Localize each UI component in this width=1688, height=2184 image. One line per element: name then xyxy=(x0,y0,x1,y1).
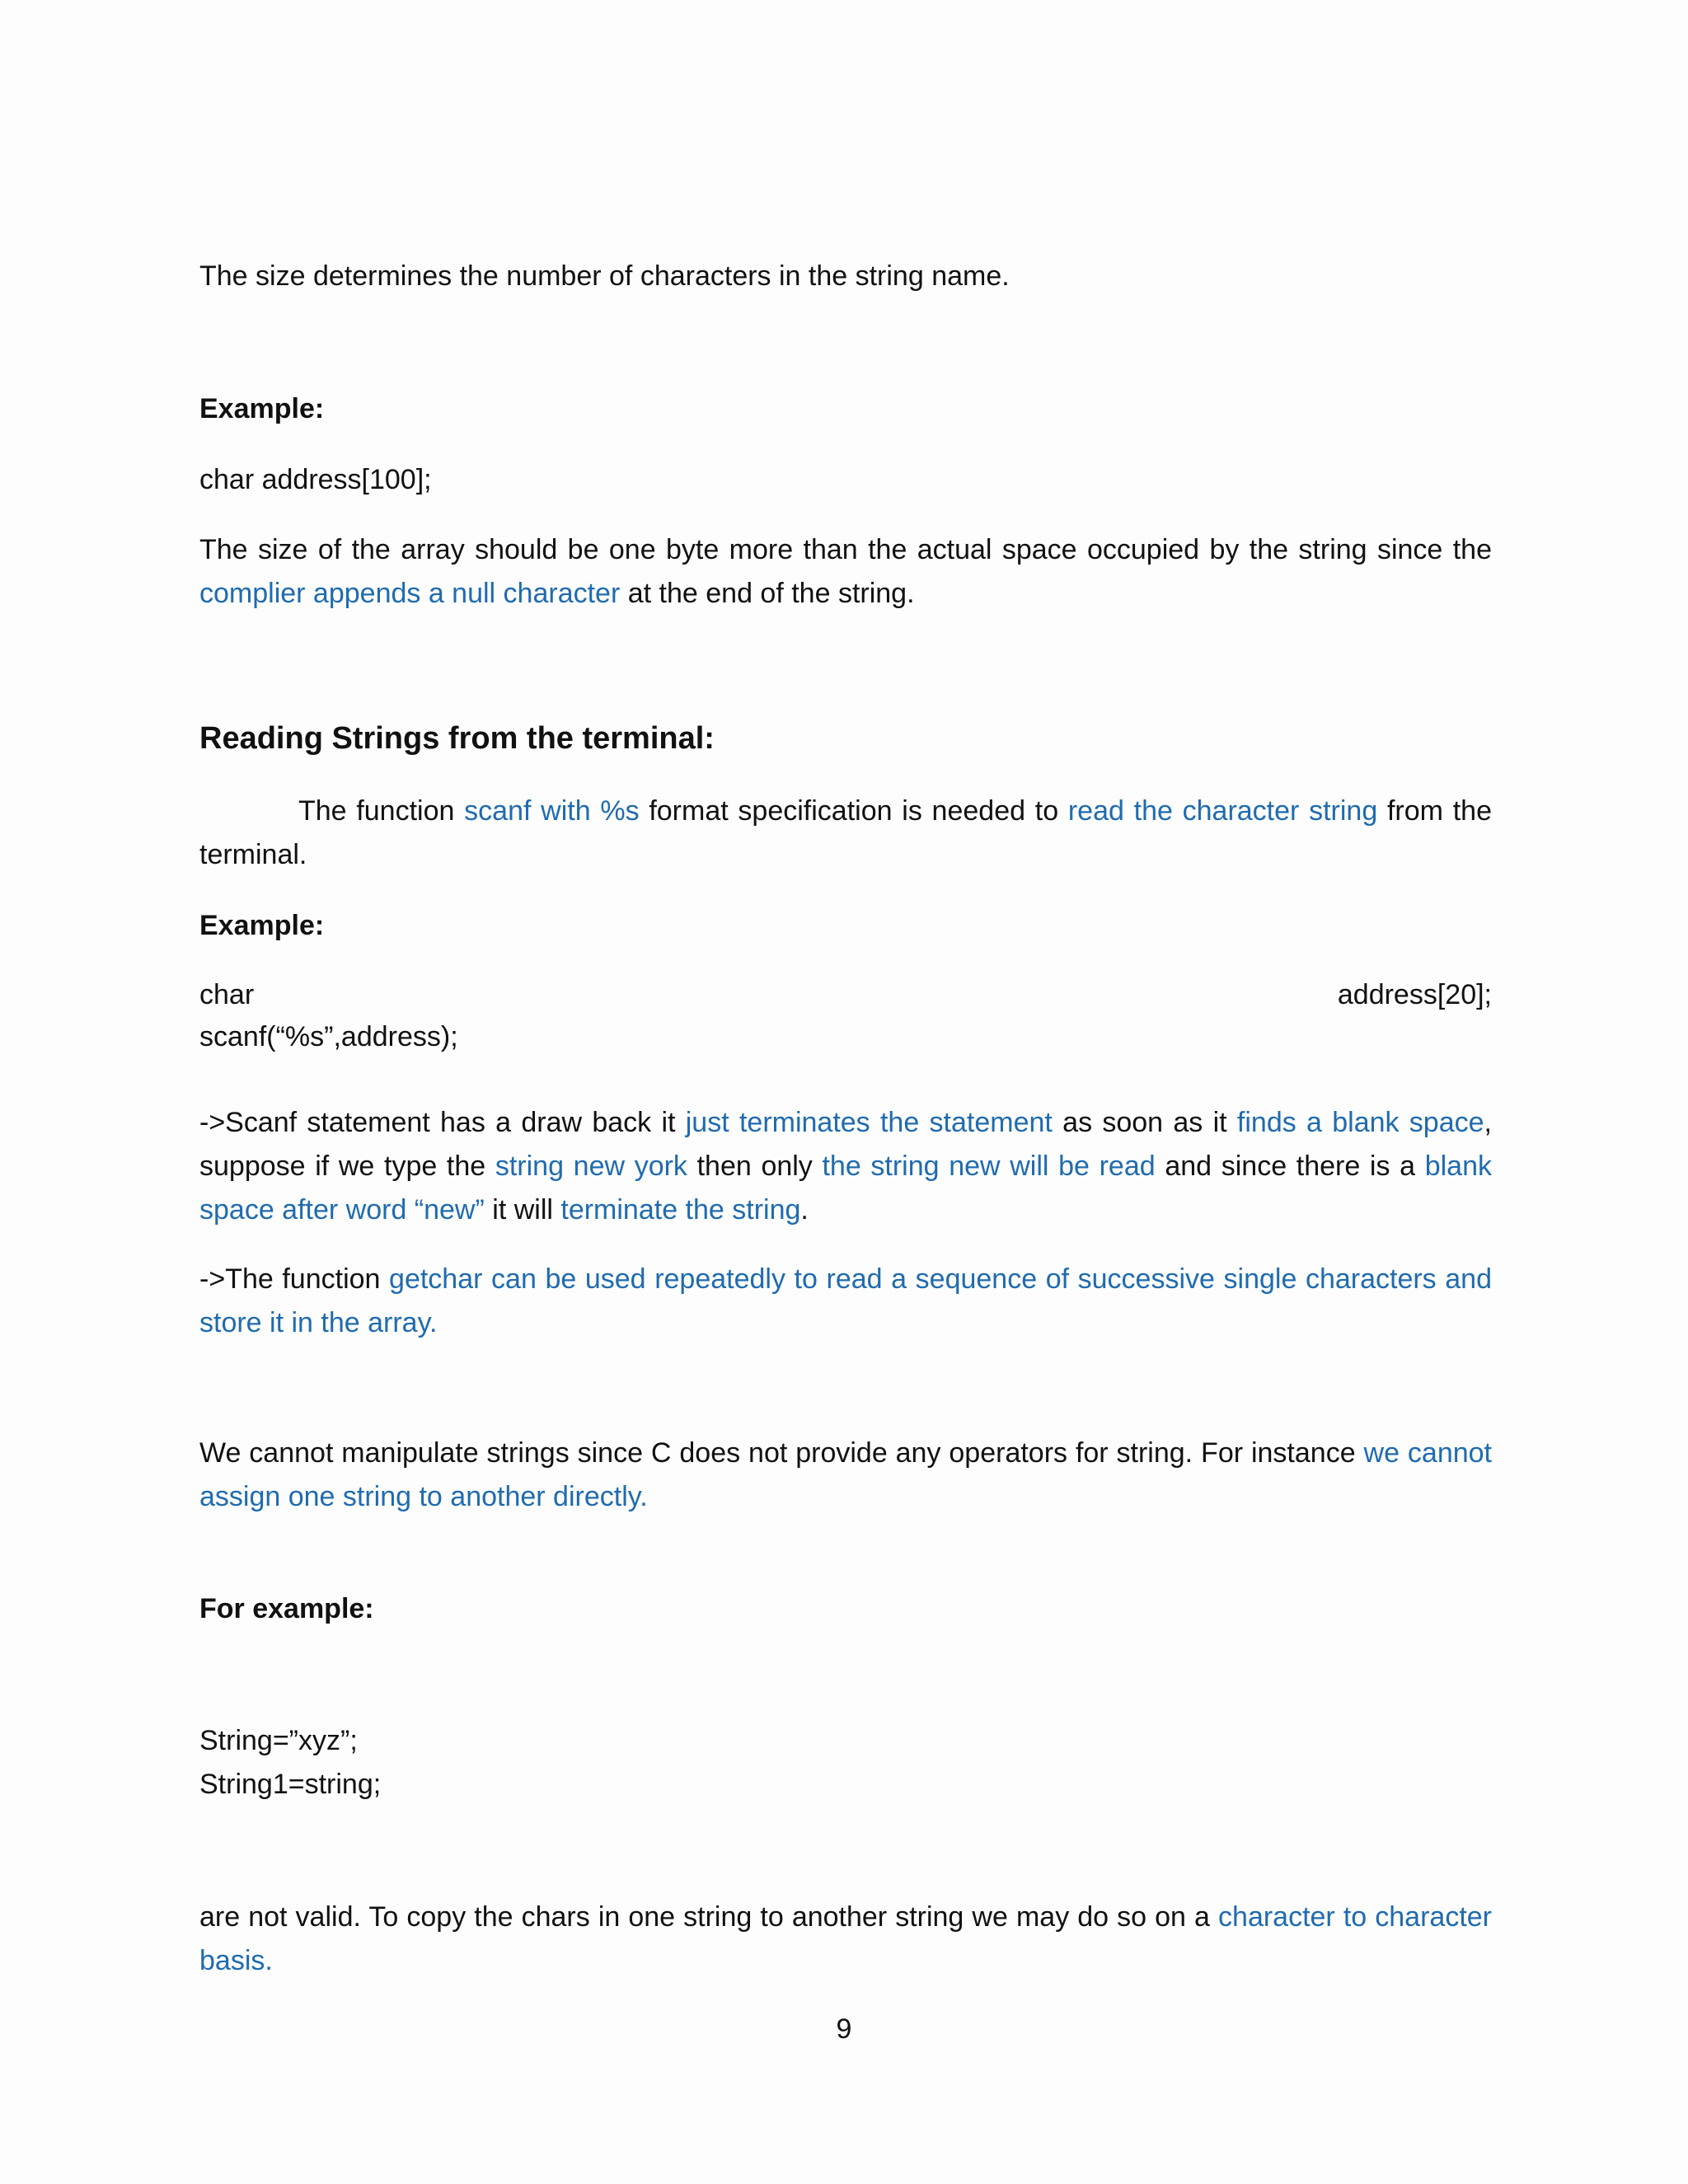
paragraph-array-size xyxy=(199,528,1492,616)
highlight-run: the string new will be read xyxy=(822,1151,1156,1182)
text-run: We cannot manipulate strings since C does not provide any operators for string. For instance xyxy=(199,1437,1364,1469)
code-assign-line-2: String1=string; xyxy=(199,1769,382,1800)
text-run: and since there is a xyxy=(1155,1151,1425,1182)
code-declaration: char address[100]; xyxy=(199,464,432,495)
text-run: as soon as it xyxy=(1052,1107,1237,1138)
highlight-run: blank space after word “new” xyxy=(199,1151,1492,1226)
for-example-label: For example: xyxy=(199,1593,374,1624)
highlight-run: string new york xyxy=(495,1151,687,1182)
paragraph-size xyxy=(199,255,1492,298)
code-token: char xyxy=(199,979,255,1010)
example-label-2: Example: xyxy=(199,910,325,941)
paragraph-not-valid xyxy=(199,1896,1492,1983)
code-scanf-line-2: scanf(“%s”,address); xyxy=(199,1021,458,1052)
highlight-run: terminate the string xyxy=(560,1194,801,1226)
paragraph-getchar xyxy=(199,1258,1492,1345)
text-run: are not valid. To copy the chars in one string to another string we may do so on a xyxy=(199,1901,1219,1933)
text-run: , suppose if we type the xyxy=(199,1107,1492,1182)
text-run: The function xyxy=(298,795,465,827)
section-heading-reading-strings: Reading Strings from the terminal: xyxy=(199,721,715,756)
text-run: The size of the array should be one byte more than the actual space occupied by the string since the xyxy=(199,534,1492,565)
highlight-run: character to character basis. xyxy=(199,1901,1492,1976)
example-label-1: Example: xyxy=(199,393,325,424)
paragraph-size-text: The size determines the number of characters in the string name. xyxy=(199,260,1010,292)
paragraph-drawback xyxy=(199,1101,1492,1232)
text-run: ->Scanf statement has a draw back it xyxy=(199,1107,686,1138)
text-run: format specification is needed to xyxy=(639,795,1068,827)
highlight-run: we cannot assign one string to another directly. xyxy=(199,1437,1492,1512)
highlight-run: just terminates the statement xyxy=(685,1107,1053,1138)
code-assign-block xyxy=(199,1719,1492,1807)
text-run: it will xyxy=(484,1194,561,1226)
code-scanf-block xyxy=(199,974,1492,1058)
text-run: ->The function xyxy=(199,1263,390,1295)
paragraph-scanf xyxy=(199,790,1492,877)
text-run: at the end of the string. xyxy=(620,578,915,609)
code-assign-line-1: String=”xyz”; xyxy=(199,1725,358,1756)
highlight-run: finds a blank space xyxy=(1236,1107,1484,1138)
code-token: address[20]; xyxy=(1337,979,1492,1010)
paragraph-manipulate xyxy=(199,1432,1492,1519)
highlight-run: read the character string xyxy=(1067,795,1378,827)
text-run: . xyxy=(800,1194,809,1226)
text-run: from the terminal. xyxy=(199,795,1492,870)
code-scanf-line-1 xyxy=(199,974,1492,1016)
highlight-run: complier appends a null character xyxy=(199,578,621,609)
highlight-run: getchar can be used repeatedly to read a sequence of successive single characters and store it in the array. xyxy=(199,1263,1493,1338)
text-run: then only xyxy=(687,1151,823,1182)
highlight-run: scanf with %s xyxy=(464,795,640,827)
page-number: 9 xyxy=(836,2013,852,2045)
